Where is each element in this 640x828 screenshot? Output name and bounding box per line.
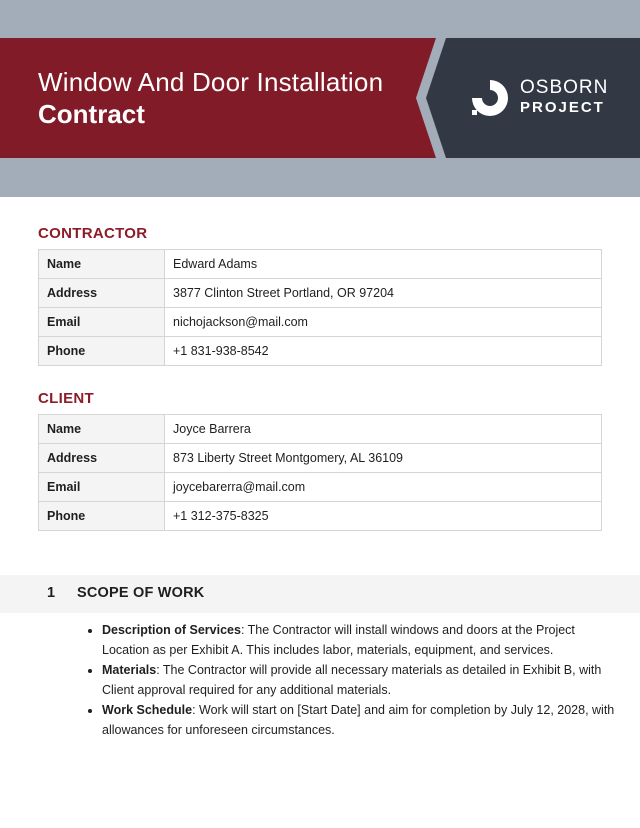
scope-list: [84, 620, 622, 740]
list-item: [102, 700, 622, 740]
row-value: Edward Adams: [165, 250, 602, 279]
table-row: [39, 444, 602, 473]
table-row: [39, 337, 602, 366]
item-term: Description of Services: [102, 623, 241, 637]
row-label: Name: [39, 250, 165, 279]
row-label: Phone: [39, 502, 165, 531]
table-row: [39, 279, 602, 308]
section-title: SCOPE OF WORK: [77, 585, 205, 601]
table-row: [39, 502, 602, 531]
title-line-2: Contract: [38, 99, 145, 129]
row-value: nichojackson@mail.com: [165, 308, 602, 337]
row-value: 3877 Clinton Street Portland, OR 97204: [165, 279, 602, 308]
table-row: [39, 415, 602, 444]
contractor-heading: CONTRACTOR: [38, 225, 148, 242]
row-value: Joyce Barrera: [165, 415, 602, 444]
list-item: [102, 660, 622, 700]
contractor-table: [38, 249, 602, 366]
row-value: +1 312-375-8325: [165, 502, 602, 531]
row-label: Address: [39, 444, 165, 473]
item-text: : Work will start on [Start Date] and aim for completion by July 12, 2028, with allowances for unforeseen circumstances.: [102, 703, 615, 737]
row-value: +1 831-938-8542: [165, 337, 602, 366]
logo-line-1: OSBORN: [520, 77, 609, 98]
row-value: joycebarerra@mail.com: [165, 473, 602, 502]
list-item: [102, 620, 622, 660]
table-row: [39, 250, 602, 279]
document-title: [38, 66, 383, 130]
title-line-1: Window And Door Installation: [38, 67, 384, 97]
row-value: 873 Liberty Street Montgomery, AL 36109: [165, 444, 602, 473]
client-table: [38, 414, 602, 531]
table-row: [39, 473, 602, 502]
item-term: Materials: [102, 663, 157, 677]
item-term: Work Schedule: [102, 703, 193, 717]
client-heading: CLIENT: [38, 390, 94, 407]
row-label: Email: [39, 473, 165, 502]
company-logo: [470, 78, 608, 118]
logo-line-2: PROJECT: [520, 99, 605, 116]
osborn-logo-icon: [470, 78, 510, 118]
item-text: : The Contractor will provide all necessary materials as detailed in Exhibit B, with Client approval required for any additional materials.: [102, 663, 602, 697]
row-label: Address: [39, 279, 165, 308]
row-label: Email: [39, 308, 165, 337]
row-label: Phone: [39, 337, 165, 366]
row-label: Name: [39, 415, 165, 444]
table-row: [39, 308, 602, 337]
item-text: : The Contractor will install windows and doors at the Project Location as per Exhibit A. This includes labor, materials, equipment, and services.: [102, 623, 575, 657]
section-number: 1: [47, 585, 56, 601]
